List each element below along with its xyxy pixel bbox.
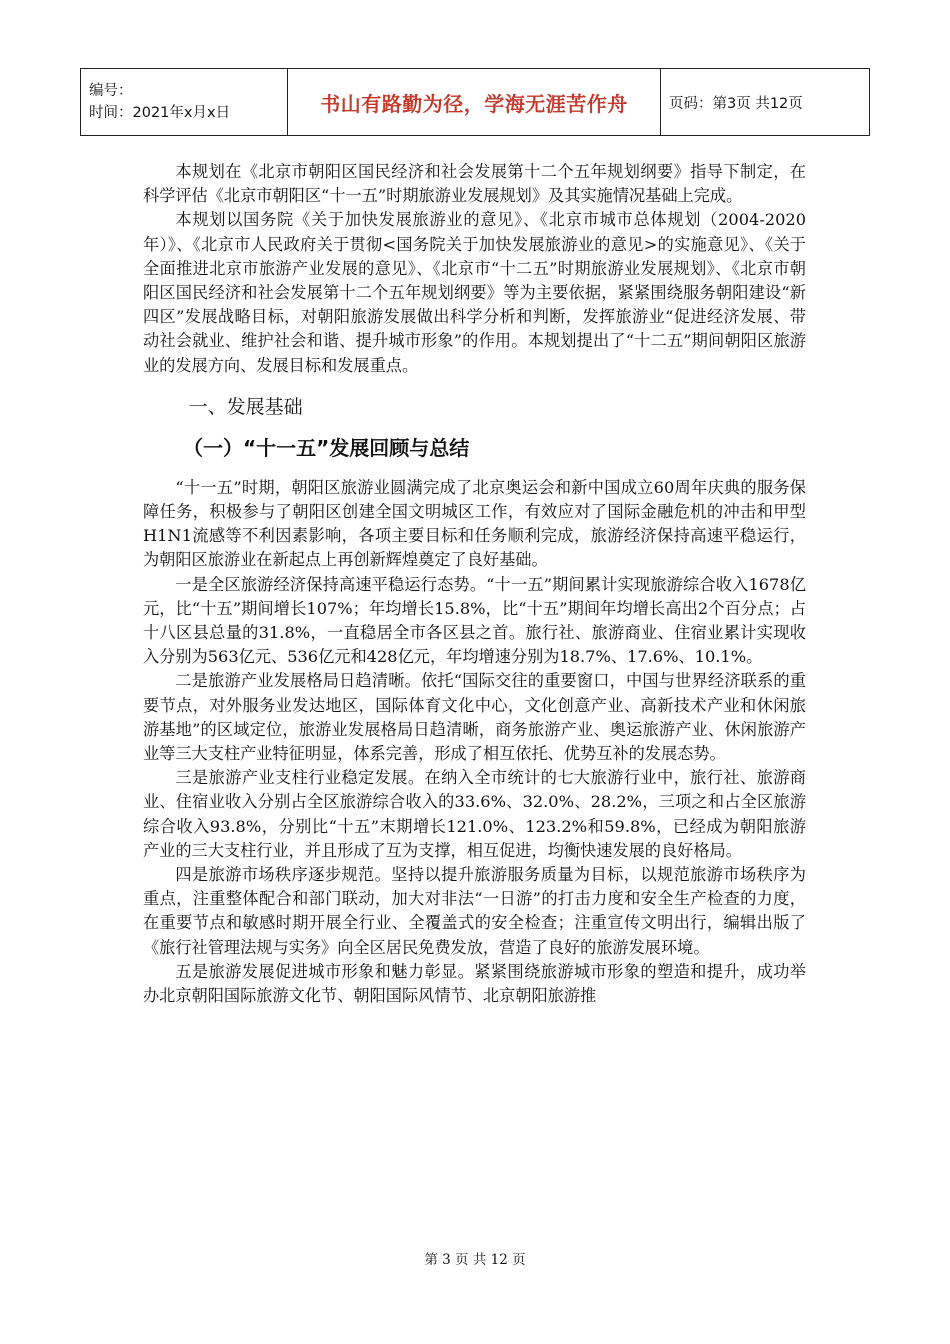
paragraph-point-2: 二是旅游产业发展格局日趋清晰。依托“国际交往的重要窗口，中国与世界经济联系的重要节点，对外服务业发达地区，国际体育文化中心，文化创意产业、高新技术产业和休闲旅游基地”的区域定位，旅游业发展格局日趋清晰，商务旅游产业、奥运旅游产业、休闲旅游产业等三大支柱产业特征明显，体系完善，形成了相互依托、优势互补的发展态势。 [143, 671, 806, 764]
section-heading: 一、发展基础 [188, 395, 303, 418]
paragraph-point-4: 四是旅游市场秩序逐步规范。坚持以提升旅游服务质量为目标，以规范旅游市场秩序为重点，注重整体配合和部门联动，加大对非法“一日游”的打击力度和安全生产检查的力度，在重要节点和敏感时期开展全行业、全覆盖式的安全检查；注重宣传文明出行，编辑出版了《旅行社管理法规与实务》向全区居民免费发放，营造了良好的旅游发展环境。 [143, 865, 806, 957]
document-body [143, 160, 806, 1008]
paragraph-point-1: 一是全区旅游经济保持高速平稳运行态势。“十一五”期间累计实现旅游综合收入1678亿元，比“十五”期间增长107%；年均增长15.8%，比“十五”期间年均增长高出2个百分点；占十八区县总量的31.8%，一直稳居全市各区县之首。旅行社、旅游商业、住宿业累计实现收入分别为563亿元、536亿元和428亿元，年均增速分别为18.7%、17.6%、10.1%。 [143, 574, 806, 667]
header-motto: 书山有路勤为径，学海无涯苦作舟 [288, 69, 661, 136]
document-date: 时间：2021年x月x日 [89, 105, 231, 121]
paragraph-point-3: 三是旅游产业支柱行业稳定发展。在纳入全市统计的七大旅游行业中，旅行社、旅游商业、住宿业收入分别占全区旅游综合收入的33.6%、32.0%、28.2%，三项之和占全区旅游综合收入93.8%，分别比“十五”末期增长121.0%、123.2%和59.8%，已经成为朝阳旅游产业的三大支柱行业，并且形成了互为支撑，相互促进，均衡快速发展的良好格局。 [143, 768, 806, 860]
document-number-label: 编号： [89, 83, 133, 99]
paragraph-basis: 本规划以国务院《关于加快发展旅游业的意见》、《北京市城市总体规划（2004-2020年）》、《北京市人民政府关于贯彻<国务院关于加快发展旅游业的意见>的实施意见》、《关于全面推进北京市旅游产业发展的意见》、《北京市“十二五”时期旅游业发展规划》、《北京市朝阳区国民经济和社会发展第十二个五年规划纲要》等为主要依据，紧紧围绕服务朝阳建设“新四区”发展战略目标，对朝阳旅游发展做出科学分析和判断，发挥旅游业“促进经济发展、带动社会就业、维护社会和谐、提升城市形象”的作用。本规划提出了“十二五”期间朝阳区旅游业的发展方向、发展目标和发展重点。 [143, 210, 806, 375]
paragraph-review: “十一五”时期，朝阳区旅游业圆满完成了北京奥运会和新中国成立60周年庆典的服务保障任务，积极参与了朝阳区创建全国文明城区工作，有效应对了国际金融危机的冲击和甲型H1N1流感等不利因素影响，各项主要目标和任务顺利完成，旅游经济保持高速平稳运行，为朝阳区旅游业在新起点上再创新辉煌奠定了良好基础。 [143, 477, 806, 570]
paragraph-intro: 本规划在《北京市朝阳区国民经济和社会发展第十二个五年规划纲要》指导下制定，在科学评估《北京市朝阳区“十一五”时期旅游业发展规划》及其实施情况基础上完成。 [143, 162, 806, 206]
page-footer: 第 3 页 共 12 页 [424, 1252, 526, 1268]
header-page-info: 页码：第3页 共12页 [661, 69, 870, 136]
paragraph-point-5: 五是旅游发展促进城市形象和魅力彰显。紧紧围绕旅游城市形象的塑造和提升，成功举办北京朝阳国际旅游文化节、朝阳国际风情节、北京朝阳旅游推 [143, 961, 806, 1006]
header-meta [81, 69, 288, 136]
document-header [80, 68, 870, 136]
subsection-heading: （一）“十一五”发展回顾与总结 [183, 435, 470, 460]
